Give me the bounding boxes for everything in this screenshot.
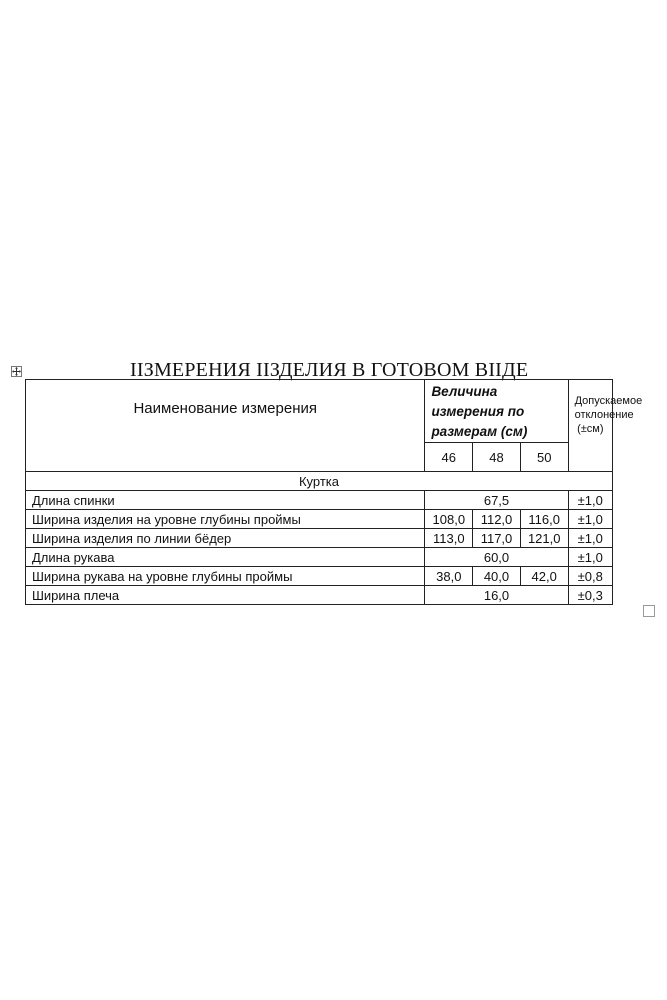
header-tolerance-cell: Допускаемое отклонение (±см) (568, 380, 612, 472)
table-row (26, 510, 613, 529)
row-value-48: 40,0 (473, 567, 521, 586)
header-name-cell: Наименование измерения (26, 380, 425, 472)
header-size-48: 48 (473, 443, 521, 472)
row-name: Ширина рукава на уровне глубины проймы (26, 567, 425, 586)
table-move-handle-icon[interactable] (11, 366, 22, 377)
row-value-46: 38,0 (425, 567, 473, 586)
row-merged-value: 67,5 (425, 491, 568, 510)
row-value-50: 121,0 (520, 529, 568, 548)
row-tolerance: ±1,0 (568, 548, 612, 567)
row-value-50: 116,0 (520, 510, 568, 529)
row-tolerance: ±1,0 (568, 491, 612, 510)
row-tolerance: ±1,0 (568, 529, 612, 548)
row-value-48: 112,0 (473, 510, 521, 529)
row-value-46: 113,0 (425, 529, 473, 548)
row-value-48: 117,0 (473, 529, 521, 548)
table-row (26, 548, 613, 567)
header-size-50: 50 (520, 443, 568, 472)
row-tolerance: ±0,8 (568, 567, 612, 586)
section-row (26, 472, 613, 491)
header-size-46: 46 (425, 443, 473, 472)
table-row (26, 491, 613, 510)
row-tolerance: ±1,0 (568, 510, 612, 529)
header-size-group-cell: Величина измерения по размерам (см) (425, 380, 568, 443)
row-name: Ширина изделия на уровне глубины проймы (26, 510, 425, 529)
row-name: Ширина плеча (26, 586, 425, 605)
measurements-table (25, 379, 643, 605)
row-value-46: 108,0 (425, 510, 473, 529)
row-name: Ширина изделия по линии бёдер (26, 529, 425, 548)
document-title: IIЗМЕРЕНИЯ IIЗДЕЛИЯ В ГОТОВОМ ВIIДЕ (130, 359, 529, 381)
row-name: Длина рукава (26, 548, 425, 567)
row-value-50: 42,0 (520, 567, 568, 586)
row-name: Длина спинки (26, 491, 425, 510)
cell-end-marker-icon (643, 605, 655, 617)
row-merged-value: 60,0 (425, 548, 568, 567)
row-tolerance: ±0,3 (568, 586, 612, 605)
table-row (26, 529, 613, 548)
row-merged-value: 16,0 (425, 586, 568, 605)
section-label: Куртка (26, 472, 613, 491)
table-row (26, 567, 613, 586)
table-row (26, 586, 613, 605)
table-header-row (26, 380, 613, 443)
